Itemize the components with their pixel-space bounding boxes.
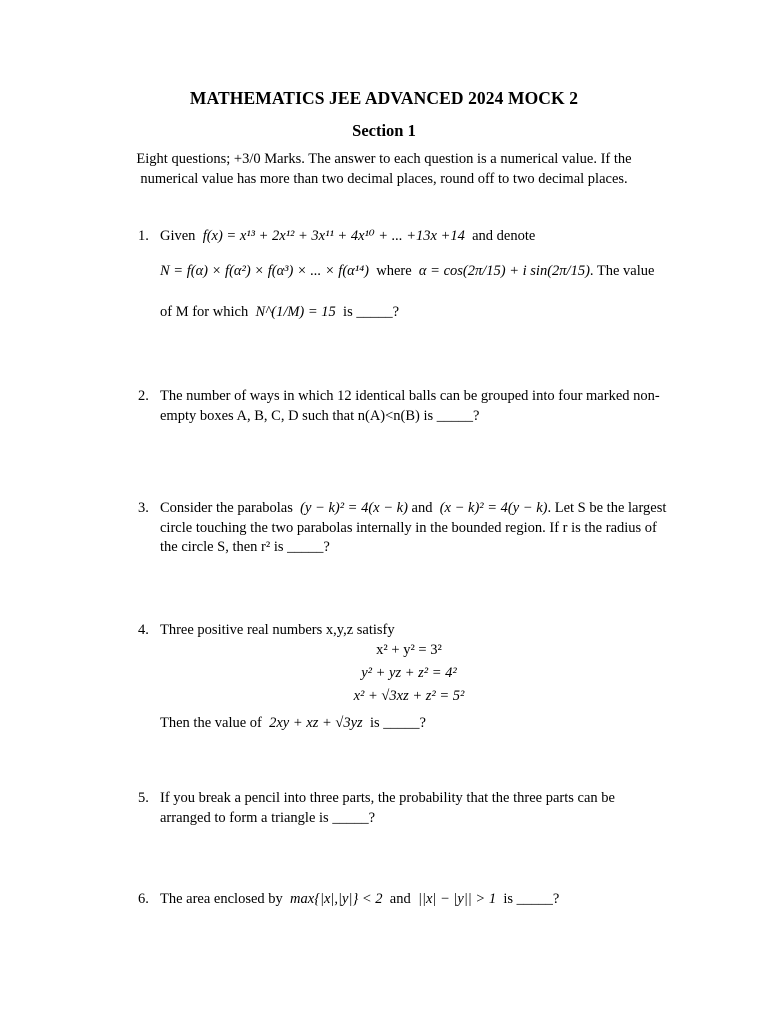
q4-equation-1: x² + y² = 3² (376, 642, 442, 658)
question-number: 2. (138, 388, 149, 404)
q1-and-denote: and denote (472, 228, 536, 244)
q1-n-product: N = f(α) × f(α²) × f(α³) × ... × f(α¹⁴) (160, 263, 369, 279)
q6-inequality-2: ||x| − |y|| > 1 (417, 891, 497, 907)
q1-given: Given (160, 228, 196, 244)
q3-line-1 (160, 499, 667, 519)
instructions-line-1: Eight questions; +3/0 Marks. The answer to each question is a numerical value. If the (136, 151, 632, 167)
q4-then: Then the value of (160, 715, 262, 731)
q1-of-m: of M for which (160, 304, 249, 320)
q6-line-1 (160, 890, 658, 910)
q6-and: and (389, 891, 411, 907)
question-body (160, 890, 658, 910)
question-body (160, 789, 658, 828)
page-title: MATHEMATICS JEE ADVANCED 2024 MOCK 2 (189, 88, 579, 108)
q3-consider: Consider the parabolas (160, 500, 293, 516)
q4-expression: 2xy + xz + √3yz (269, 715, 363, 731)
q3-line-2: circle touching the two parabolas internally in the bounded region. If r is the radius of (160, 519, 657, 536)
q2-line-2: empty boxes A, B, C, D such that n(A)<n(B) is _____? (160, 407, 480, 424)
q1-blank: is _____? (343, 304, 400, 320)
q3-line-3: the circle S, then r² is _____? (160, 539, 330, 555)
q1-function: f(x) = x¹³ + 2x¹² + 3x¹¹ + 4x¹⁰ + ... +13x +14 (202, 228, 465, 244)
question-body (160, 499, 667, 558)
q3-parabola-1: (y − k)² = 4(x − k) (300, 500, 408, 516)
question-number: 4. (138, 622, 149, 638)
q1-line-3 (160, 303, 399, 323)
question-number: 3. (138, 500, 149, 516)
question-number: 5. (138, 790, 149, 806)
instructions (130, 150, 638, 189)
q6-blank: is _____? (503, 891, 560, 907)
question-number: 1. (138, 228, 149, 244)
q1-condition: N^(1/M) = 15 (255, 304, 336, 320)
q5-line-2: arranged to form a triangle is _____? (160, 809, 376, 826)
q6-lead: The area enclosed by (160, 891, 283, 907)
q1-value-text: . The value (589, 263, 655, 279)
q3-and: and (411, 500, 433, 516)
instructions-line-2: numerical value has more than two decimal places, round off to two decimal places. (140, 170, 628, 187)
q3-rest: . Let S be the largest (547, 500, 667, 516)
q5-line-1: If you break a pencil into three parts, the probability that the three parts can be (160, 790, 615, 806)
q4-intro: Three positive real numbers x,y,z satisfy (160, 622, 395, 638)
q4-equation-3: x² + √3xz + z² = 5² (353, 688, 465, 704)
q1-alpha: α = cos(2π/15) + i sin(2π/15) (418, 263, 590, 279)
q3-parabola-2: (x − k)² = 4(y − k) (439, 500, 548, 516)
q4-blank: is _____? (369, 715, 426, 731)
q1-where: where (376, 263, 412, 279)
question-number: 6. (138, 891, 149, 907)
q1-line-1 (160, 227, 535, 247)
q4-then-line (160, 714, 426, 734)
question-body (160, 621, 658, 731)
q2-line-1: The number of ways in which 12 identical balls can be grouped into four marked non- (160, 388, 660, 404)
section-heading: Section 1 (352, 121, 416, 140)
q1-line-2 (160, 253, 654, 289)
q6-inequality-1: max{|x|,|y|} < 2 (290, 891, 383, 907)
q4-equation-2: y² + yz + z² = 4² (361, 665, 457, 681)
question-body (160, 387, 658, 426)
